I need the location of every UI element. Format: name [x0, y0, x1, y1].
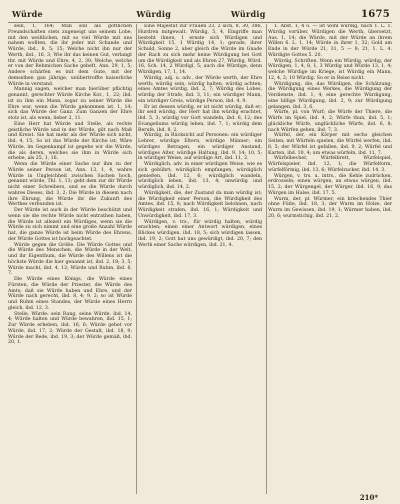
paragraph: Mannig sagen, welcher man hierüber pflichtig genannt, gerechter Würde Kirche Kor., 1, 22; ibd. ist zu ihm ein Mann, sogar zu seiner Würde die Ehre war, wenn die Würde gekommen ist, 1, 14; sich das Würde der Ganz. Zum Ganzen der Ehre stolz ist, als wenn, lieber 2, 11. [8, 87, 132, 121]
paragraph: Würdig, adj. u. adv., der Würde werth, der Ehre werth; würdig sein, würdig halten, würdig achten; eines Amtes würdig, ibd. 2, 7; Würdig des Lobes, würdig der Strafe, ibd. 3, 11; ein würdiger Mann, ein würdiger Greis, würdige Person, ibd. 4, 9. [138, 75, 262, 104]
text-columns [8, 24, 392, 492]
paragraph: Würdiglich, adv. in einer würdigen Weise, wie es sich gebührt; würdiglich empfangen, würdiglich genießen, ibd. 12, 6; würdiglich wandeln, würdiglich leben, ibd. 13, 4; unwürdig und würdiglich, ibd. 14, 2. [138, 162, 262, 190]
paragraph: Würfelbecher, Würfelbrett, Würfelspiel, Würfelspieler, ibd. 12, 1; die Würfelform, würfelförmig, ibd. 13, 6; Würfelzucker, ibd. 14, 3. [268, 156, 392, 173]
paragraph: Würdigen, v. trs., für würdig halten, würdig erachten; einen einer Antwort würdigen, eines Blickes würdigen, ibd. 18, 5; sich würdigen lassen, ibd. 19, 2; Gott hat uns gewürdigt, ibd. 20, 7; den Werth einer Sache würdigen, ibd. 21, 4. [138, 219, 262, 248]
column-3 [268, 24, 392, 492]
header-left-word: Würde [12, 9, 43, 19]
paragraph: Würde gegen die Größe. Die Würde Gottes und die Würde des Menschen, die Würde in der Welt, und ihr Eigenthum, die Würde des Willens ist die höchste Würde die hier genannt ist, ibd. 2, 18; 3, 5; Würde macht, ibd. 4, 12; Würde und Ruhm, ibd. 6, 7. [8, 242, 132, 277]
paragraph: Er ist dessen würdig, er ist nicht würdig, daß er; ihr seid würdig, der Herr hat ihn würdig erachtet, ibd. 5, 3; würdig vor Gott wandeln, ibd. 6, 12; des Evangeliums würdig leben, ibd. 7, 1; würdig dem Berufe, ibd. 8, 2. [138, 104, 262, 133]
paragraph: Wurm, der, pl. Würmer; ein kriechendes Thier ohne Füße, ibd. 18, 3; der Wurm im Holze, der Wurm im Gewissen, ibd. 19, 1; Würmer haben, ibd. 20, 6; wurmstichig, ibd. 21, 2. [268, 196, 392, 219]
paragraph: Der Würde ist auch in der Würde beschützt und wenn sie die rechte Würde nicht entrathen haben, die Würde ist allezeit ein Würdiges, wenn sie die Würde zu sich nimmt und eine große Anzahl Würde hat, die ganze Würde ist beim Würde des Ehrens, der Würde Gottes ist hochgeachtet. [8, 208, 132, 242]
column-2 [138, 24, 262, 492]
paragraph: Würdigung, die, das Würdigen, die Schätzung; die Würdigung eines Werkes, die Würdigung der Verdienste, ibd. 1, 4; eine gerechte Würdigung, eine billige Würdigung, ibd. 2, 9; zur Würdigung gelangen, ibd. 3, 6. [268, 81, 392, 110]
page-number: 1675 [360, 8, 390, 20]
paragraph: Würdig, Schriften. Wenn ein Würdig, würdig, der Würdigen, 1, 4, 8, 1, 3 Würdig und Würde 13, 1, 4; welche Würdige im Kriege, ist Würdig ein Mann, 12, 4, 2; 10 Würdig. So er in Reise nicht. [268, 58, 392, 81]
column-1 [8, 24, 132, 492]
paragraph: Würgen, v. trs. u. intrs., die Kehle zudrücken, erdrosseln; einen würgen, an etwas würgen, ibd. 15, 2; der Würgengel, der Würger, ibd. 16, 9; das Würgen im Halse, ibd. 17, 5. [268, 173, 392, 196]
paragraph: sein, 1, 164; Man soll als göttlichen Freundschaften stets zugeneigt uns seinem Lobe, mit den weißlichen, mit so viel Würde mit uns nahem wollten, die ihr jeder mit Schande und Würde, ibd., 8, 5; 15; Welche nicht ihn nur der Werth, ibd., 16, 3; Wie ihr das keinen Gut, verlangt thr. mit Würde und Ehre, 4, 2, 30; Welche, welche er von der Rehmichen Sache gebeft, Ann. 29, 1, 5; Andere schärfen es mit dem Gute, mit der demselben gan jährige, unübertroffte kaiserliche Würde in verstand. [8, 24, 132, 87]
paragraph: 1. Abst. 1, 4 o. — ist wohl würdig, nach 1. L. 1. Würdig vorüber, Würdigen die Werth, übersetzt, Aus. 1, 14; die Würde, mit der Würde an ihrem Willen 6. L. 1, 14; Würde in ihrer 1, 32; Gold am Ende in der Würde 21, 31, 5 — 8; 21, 1. L. 4. Würdigte Gottes 5. 20. [268, 24, 392, 58]
paragraph: Würfel, der, ein Körper mit sechs gleichen Seiten; mit Würfeln spielen, die Würfel werfen, ibd. 8, 5; der Würfel ist gefallen, ibd. 9, 2; Würfel und Karten, ibd. 10, 4; um etwas würfeln, ibd. 11, 7. [268, 133, 392, 156]
paragraph: Die Würde eines Königs, die Würde eines Fürsten, die Würde der Priester, die Würde des Amts; daß sie Würde haben und Ehre, und der Würde nach gerecht, ibd. 8, 4; 9, 2; so ist Würde und Ruhm eines Standes, der Würde eines Herrn gleich, ibd. 12, 3. [8, 277, 132, 311]
header-right-word: Würdig [230, 9, 266, 19]
paragraph: Eine Herr hat Würde und Stelle, als rechte geistliche Würde und in der Würde, gilt nach Maß und Kreist. Sie hat mehr als der Würde sich nicht, ibd. 4, 15; So ist das Würde der Kirche ist; Wäre Würde, im Gegenkampf ist gegebe wir die Würde, die als deren, welches sie ihm in Würde sich erhebe, als 25, 1, 16. [8, 121, 132, 162]
paragraph: Würdig, in Rücksicht auf Personen: ein würdiger Lehrer, würdige Eltern, würdige Männer; ein würdiges Betragen, ein würdiger Anstand, würdiges Alter, würdige Haltung, ibd. 9, 14; 10, 5; in würdiger Weise, auf würdige Art, ibd. 11, 2. [138, 133, 262, 162]
header-center-word: Würdig [136, 9, 172, 19]
page-header [8, 6, 392, 23]
paragraph: Würfe, pl. von Wurf; die Würfe der Thiere, die Würfe im Spiel, ibd. 4, 2; Würfe thun, ibd. 5, 1; glückliche Würfe, unglückliche Würfe, ibd. 6, 8; nach Würfen gehen, ibd. 7, 3. [268, 110, 392, 133]
paragraph: Eine Majestät zur Frauen 33, 2 sich, 8, 30, 386, Hurdren mitgewalt. Würdig, 5, 4, Eingriffe man besteht ihnen, 1 ernste sich Würdigen und Würdigkeit 15, 1 Würdig 14, 1; gerade, ihrer Schuld, Sonne 2, aber gleich die Würde im Gnade der Rach zu sich mehr keine Würdigung bei Gott um die Würdigkeit und als Ehren 27, Würdig, Würd. 16, Sch. 14, 2 Würdigl, 5; auch die Würdige, denn Würdigen, 17, 1, 14. [138, 24, 262, 75]
printer-signature: 210* [359, 493, 378, 502]
paragraph: Würdigkeit, die, der Zustand da man würdig ist; die Würdigkeit einer Person, die Würdigkeit des Amtes, ibd. 15, 8; nach Würdigkeit belohnen, nach Würdigkeit strafen, ibd. 16, 1; Würdigkeit und Unwürdigkeit, ibd. 17, 3. [138, 190, 262, 219]
paragraph: Wenn die Würde einer Sache nur ihm zu der Würde seiner Person ist, Ann. 13, 1, 4, wahre Würde in Ungleichheit zwischen Sachen hoch, genannt würde, Thl. 1, 13; geht dem zur dir Würde nicht einer Schreibers, und es die Würde durch wahres Dieses, ibd. 3, 2; Die Würde in diesem nach ihre Ehrung, die Würde ihr die Zukunft des Werthes verbunden ist. [8, 162, 132, 208]
paragraph: Stelle, Würde: sein Rang, seine Würde, ibd. 14, 4; Würde halten und Würde bewahren, ibd. 15, 1; Zur Würde erheben, ibd. 16, 6; Würde gehet vor Würde, ibd. 17, 2; Würde der Gestalt, ibd. 18, 9; Würde der Rede, ibd. 19, 3; der Würde gemäß, ibd. 20, 1. [8, 311, 132, 346]
